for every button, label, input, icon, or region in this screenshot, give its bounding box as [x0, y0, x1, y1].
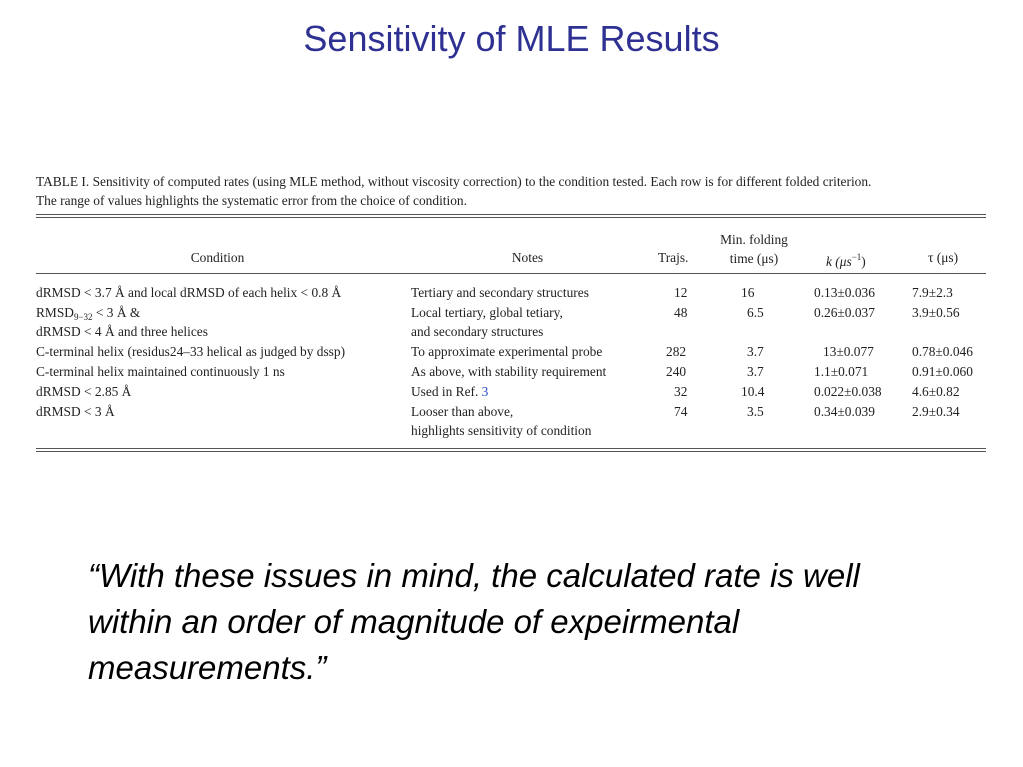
cell-notes: Local tertiary, global tetiary, [411, 305, 563, 320]
table-bottom-rule [36, 448, 986, 452]
cell-time: 10.4 [741, 384, 765, 399]
cell-time: 16 [741, 285, 755, 300]
header-k-text: k (μs [826, 254, 852, 269]
cell-notes: As above, with stability requirement [411, 364, 607, 379]
caption-line-2: The range of values highlights the systematic error from the choice of condition. [36, 193, 467, 208]
cell-k: 0.13±0.036 [814, 285, 875, 300]
cell-condition: C-terminal helix (residus24–33 helical as judged by dssp) [36, 344, 346, 359]
cell-condition: dRMSD < 3 Å [36, 404, 115, 419]
header-notes: Notes [511, 250, 544, 265]
cell-tau: 0.78±0.046 [912, 344, 973, 359]
cell-tau: 7.9±2.3 [912, 285, 953, 300]
header-min-folding-line1: Min. folding [720, 232, 788, 247]
cell-time: 3.5 [747, 404, 764, 419]
cell-notes: Looser than above, [411, 404, 514, 419]
cell-time: 3.7 [747, 344, 764, 359]
cell-trajs: 48 [674, 305, 688, 320]
cell-trajs: 282 [666, 344, 687, 359]
quote-line-1: “With these issues in mind, the calculated rate is well [88, 557, 860, 594]
header-min-folding [704, 230, 804, 268]
cell-condition: C-terminal helix maintained continuously 1 ns [36, 364, 285, 379]
table-caption [36, 172, 991, 210]
cell-condition: dRMSD < 2.85 Å [36, 384, 132, 399]
cell-tau: 4.6±0.82 [912, 384, 960, 399]
cell-trajs: 12 [674, 285, 688, 300]
header-trajs: Trajs. [658, 250, 689, 265]
quote-text [88, 553, 1023, 691]
cell-notes-line2: highlights sensitivity of condition [411, 423, 592, 438]
header-k-exp: −1 [851, 252, 862, 262]
cell-condition-pre: RMSD [36, 305, 74, 320]
cell-k: 0.26±0.037 [814, 305, 875, 320]
header-k [826, 248, 866, 271]
caption-line-1: TABLE I. Sensitivity of computed rates (using MLE method, without viscosity correction) to the condition tested. Each row is for different folded criterion. [36, 174, 872, 189]
cell-time: 3.7 [747, 364, 764, 379]
cell-trajs: 74 [674, 404, 688, 419]
cell-trajs: 32 [674, 384, 688, 399]
cell-k: 13±0.077 [823, 344, 874, 359]
cell-k: 0.022±0.038 [814, 384, 882, 399]
cell-notes-line2: and secondary structures [411, 324, 544, 339]
cell-tau: 2.9±0.34 [912, 404, 960, 419]
cell-k: 1.1±0.071 [814, 364, 869, 379]
ref-link[interactable]: 3 [481, 384, 489, 399]
cell-time: 6.5 [747, 305, 764, 320]
header-k-close: ) [861, 254, 866, 269]
header-condition: Condition [190, 250, 245, 265]
cell-tau: 0.91±0.060 [912, 364, 973, 379]
cell-notes: To approximate experimental probe [411, 344, 603, 359]
cell-k: 0.34±0.039 [814, 404, 875, 419]
cell-tau: 3.9±0.56 [912, 305, 960, 320]
cell-notes [411, 382, 488, 401]
table-top-rule [36, 214, 986, 218]
quote-line-3: measurements.” [88, 649, 327, 686]
table-header-rule [36, 273, 986, 274]
header-tau: τ (μs) [928, 250, 959, 265]
cell-notes: Tertiary and secondary structures [411, 285, 589, 300]
page-title: Sensitivity of MLE Results [303, 18, 720, 59]
cell-condition-sub: 9−32 [73, 312, 93, 322]
cell-condition-line2: dRMSD < 4 Å and three helices [36, 324, 208, 339]
quote-line-2: within an order of magnitude of expeirmental [88, 603, 740, 640]
cell-trajs: 240 [666, 364, 687, 379]
header-min-folding-line2: time (μs) [729, 251, 779, 266]
cell-notes-text: Used in Ref. [411, 384, 482, 399]
cell-condition: dRMSD < 3.7 Å and local dRMSD of each helix < 0.8 Å [36, 285, 342, 300]
cell-condition-post: < 3 Å & [92, 305, 141, 320]
